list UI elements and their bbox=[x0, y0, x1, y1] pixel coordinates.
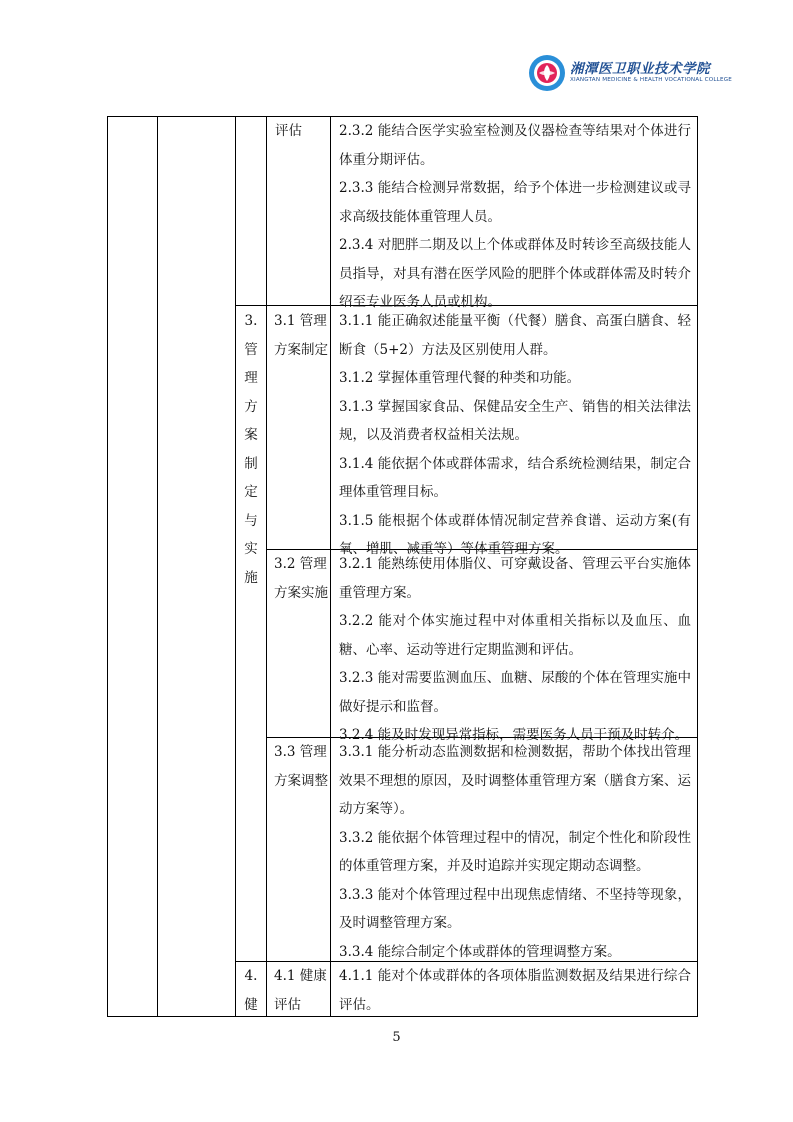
section-char: 定 bbox=[244, 484, 258, 500]
description-item: 4.1.1 能对个体或群体的各项体脂监测数据及结果进行综合评估。 bbox=[339, 968, 691, 1013]
section-3-label bbox=[240, 307, 262, 592]
col-1-border bbox=[107, 116, 108, 1016]
school-name: 湘潭医卫职业技术学院 bbox=[570, 61, 710, 77]
section-char: 4. bbox=[244, 968, 258, 984]
section-char: 3. bbox=[244, 313, 258, 329]
description-item: 3.1.2 掌握体重管理代餐的种类和功能。 bbox=[339, 370, 581, 386]
description-item: 3.2.3 能对需要监测血压、血糖、尿酸的个体在管理实施中做好提示和监督。 bbox=[339, 670, 691, 715]
section-char: 制 bbox=[244, 455, 258, 472]
col-5-border bbox=[330, 116, 331, 1016]
description-cell bbox=[339, 738, 691, 966]
subcategory-title: 3.3 管理方案调整 bbox=[274, 744, 328, 789]
description-item: 3.1.5 能根据个体或群体情况制定营养食谱、运动方案(有氧、增肌、减重等）等体重管理方案。 bbox=[339, 512, 691, 557]
description-item: 3.3.2 能依据个体管理过程中的情况，制定个性化和阶段性的体重管理方案，并及时追踪并实现定期动态调整。 bbox=[339, 829, 691, 874]
section-char: 实 bbox=[244, 541, 258, 557]
description-cell bbox=[339, 962, 691, 1019]
description-item: 3.3.4 能综合制定个体或群体的管理调整方案。 bbox=[339, 943, 621, 960]
description-item: 3.3.1 能分析动态监测数据和检测数据，帮助个体找出管理效果不理想的原因，及时调整体重管理方案（膳食方案、运动方案等）。 bbox=[339, 744, 691, 817]
section-char: 案 bbox=[244, 427, 258, 443]
col-2-border bbox=[157, 116, 158, 1016]
description-item: 2.3.2 能结合医学实验室检测及仪器检查等结果对个体进行体重分期评估。 bbox=[339, 123, 691, 168]
section-4-label bbox=[240, 962, 262, 1019]
section-char: 方 bbox=[244, 398, 258, 415]
description-item: 3.2.2 能对个体实施过程中对体重相关指标以及血压、血糖、心率、运动等进行定期监测和评估。 bbox=[339, 613, 691, 658]
section-char: 施 bbox=[244, 569, 258, 586]
subcategory-title: 3.2 管理方案实施 bbox=[274, 556, 328, 601]
description-cell bbox=[339, 307, 691, 564]
school-logo bbox=[528, 52, 732, 96]
description-item: 3.1.3 掌握国家食品、保健品安全生产、销售的相关法律法规，以及消费者权益相关法规。 bbox=[339, 398, 691, 443]
description-item: 3.2.4 能及时发现异常指标，需要医务人员干预及时转介。 bbox=[339, 727, 689, 743]
subcategory-title: 3.1 管理方案制定 bbox=[274, 313, 328, 358]
school-emblem-icon bbox=[528, 54, 566, 92]
col-6-border bbox=[697, 116, 698, 1016]
subcategory-title: 4.1 健康评估 bbox=[274, 968, 327, 1013]
description-item: 3.3.3 能对个体管理过程中出现焦虑情绪、不坚持等现象，及时调整管理方案。 bbox=[339, 886, 691, 931]
description-cell bbox=[339, 117, 691, 317]
description-item: 3.1.4 能依据个体或群体需求，结合系统检测结果，制定合理体重管理目标。 bbox=[339, 455, 691, 500]
description-cell bbox=[339, 550, 691, 750]
col-3-border bbox=[235, 116, 236, 1016]
section-char: 健 bbox=[244, 996, 258, 1013]
section-char: 与 bbox=[244, 512, 258, 529]
page-number: 5 bbox=[392, 1030, 401, 1045]
col-4-border bbox=[266, 116, 267, 1016]
school-name-en: XIANGTAN MEDICINE & HEALTH VOCATIONAL COLLEGE bbox=[570, 77, 732, 83]
description-item: 2.3.3 能结合检测异常数据，给予个体进一步检测建议或寻求高级技能体重管理人员。 bbox=[339, 180, 691, 225]
section-char: 理 bbox=[244, 370, 258, 386]
subcategory-label: 评估 bbox=[275, 123, 302, 139]
description-item: 2.3.4 对肥胖二期及以上个体或群体及时转诊至高级技能人员指导，对具有潜在医学风险的肥胖个体或群体需及时转介绍至专业医务人员或机构。 bbox=[339, 237, 691, 310]
description-item: 3.1.1 能正确叙述能量平衡（代餐）膳食、高蛋白膳食、轻断食（5+2）方法及区别使用人群。 bbox=[339, 313, 691, 358]
description-item: 3.2.1 能熟练使用体脂仪、可穿戴设备、管理云平台实施体重管理方案。 bbox=[339, 556, 691, 601]
section-char: 管 bbox=[244, 341, 258, 358]
